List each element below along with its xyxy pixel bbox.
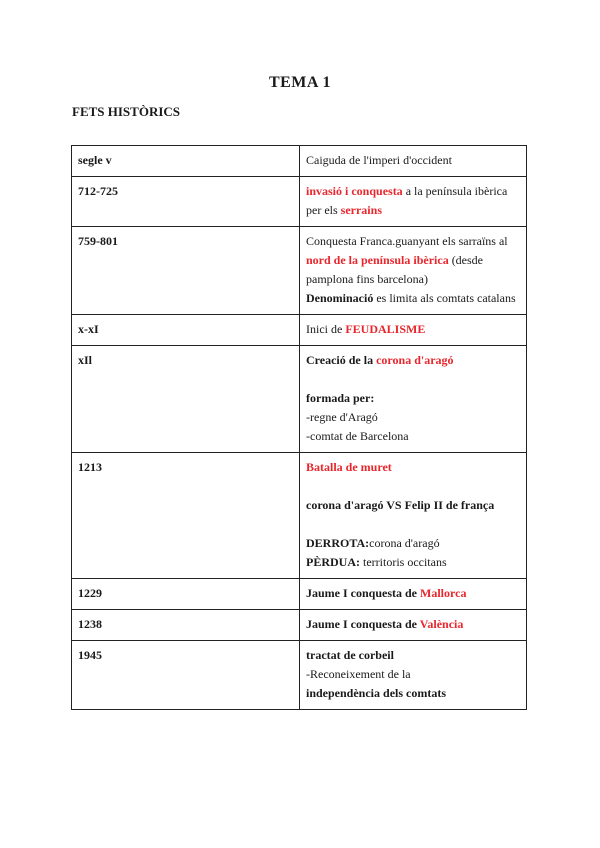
description-cell <box>300 610 527 641</box>
bold-text: Creació de la <box>306 353 377 367</box>
bold-text: Denominació <box>306 291 374 305</box>
description-cell <box>300 227 527 315</box>
year-cell: x-xI <box>72 315 300 346</box>
table-row <box>72 579 527 610</box>
year-cell: 1229 <box>72 579 300 610</box>
body-text: -comtat de Barcelona <box>306 429 409 443</box>
bold-text: Jaume I conquesta de <box>306 586 421 600</box>
description-cell <box>300 177 527 227</box>
bold-text: Jaume I conquesta de <box>306 617 420 631</box>
highlight-text: FEUDALISME <box>345 322 426 336</box>
bold-text: formada per: <box>306 391 375 405</box>
table-row <box>72 315 527 346</box>
year-cell: 1213 <box>72 453 300 579</box>
page-title: TEMA 1 <box>268 74 332 91</box>
year-cell: 1238 <box>72 610 300 641</box>
section-heading: FETS HISTÒRICS <box>72 104 181 119</box>
highlight-text: corona d'aragó <box>376 353 454 367</box>
bold-text: independència dels comtats <box>306 686 447 700</box>
year-cell: 759-801 <box>72 227 300 315</box>
body-text: corona d'aragó <box>369 536 440 550</box>
description-cell: Caiguda de l'imperi d'occident <box>300 146 527 177</box>
description-cell <box>300 315 527 346</box>
description-cell <box>300 641 527 710</box>
events-table <box>71 145 527 710</box>
description-cell <box>300 346 527 453</box>
table-row <box>72 346 527 453</box>
table-row <box>72 453 527 579</box>
body-text: (desde pamplona fins barcelona) <box>306 253 484 286</box>
body-text: -Reconeixement de la <box>306 667 411 681</box>
body-text: -regne d'Aragó <box>306 410 378 424</box>
highlight-text: Batalla de muret <box>306 460 392 474</box>
table-row <box>72 610 527 641</box>
table-row <box>72 227 527 315</box>
bold-text: DERROTA: <box>306 536 370 550</box>
description-cell <box>300 579 527 610</box>
body-text: Inici de <box>306 322 346 336</box>
bold-text: tractat de corbeil <box>306 648 394 662</box>
bold-text: corona d'aragó VS Felip II de frança <box>306 498 495 512</box>
bold-text: PÈRDUA: <box>306 555 360 569</box>
highlight-text: serrains <box>340 203 382 217</box>
body-text: territoris occitans <box>360 555 447 569</box>
year-cell: 1945 <box>72 641 300 710</box>
year-cell: xIl <box>72 346 300 453</box>
highlight-text: nord de la península ibèrica <box>306 253 449 267</box>
body-text: es limita als comtats catalans <box>373 291 516 305</box>
table-row <box>72 177 527 227</box>
table-row <box>72 641 527 710</box>
year-cell: 712-725 <box>72 177 300 227</box>
table-row <box>72 146 527 177</box>
highlight-text: Mallorca <box>420 586 467 600</box>
body-text: a la península ibèrica per els <box>306 184 508 217</box>
highlight-text: invasió i conquesta <box>306 184 403 198</box>
year-cell: segle v <box>72 146 300 177</box>
body-text: Conquesta Franca.guanyant els sarraïns al <box>306 234 508 248</box>
highlight-text: València <box>419 617 464 631</box>
description-cell <box>300 453 527 579</box>
